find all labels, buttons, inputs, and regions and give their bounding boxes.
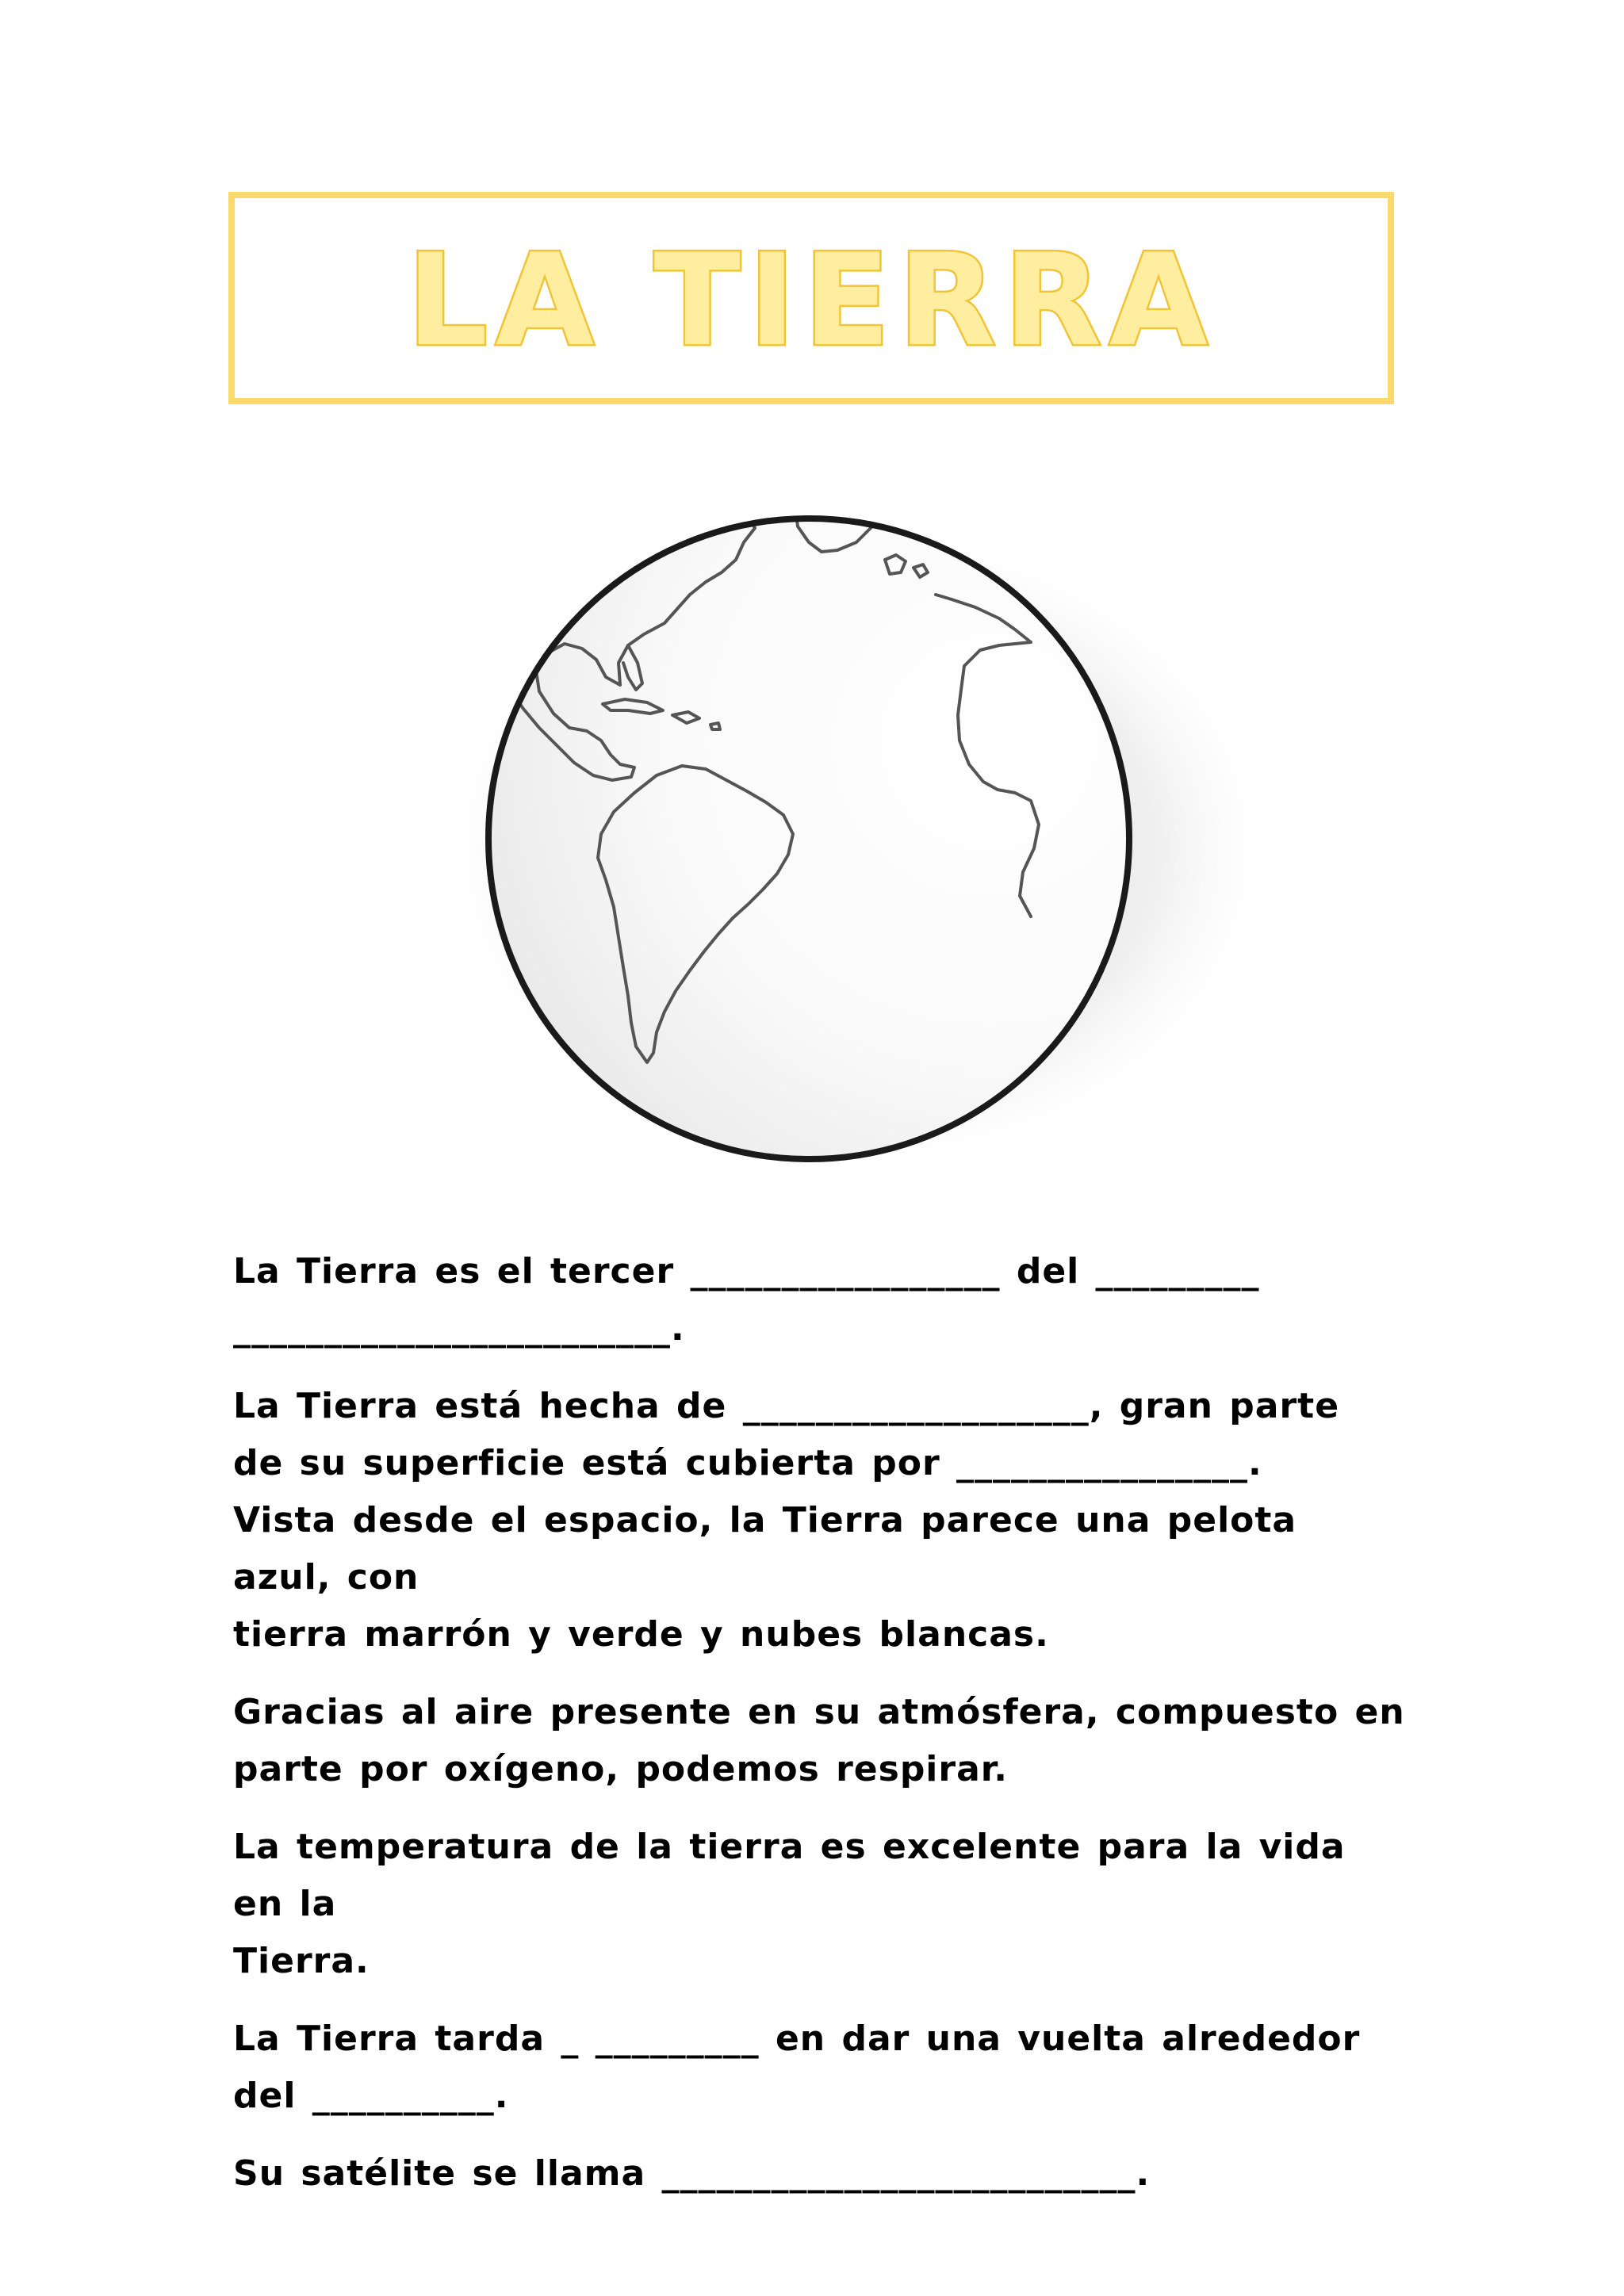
paragraph-line: tierra marrón y verde y nubes blancas. (233, 1614, 1049, 1655)
paragraph-line: Su satélite se llama __________________________. (233, 2153, 1151, 2194)
earth-globe-icon (349, 476, 1332, 1221)
paragraph-atmosphere (233, 1684, 1407, 1798)
paragraph-satellite (233, 2145, 1407, 2202)
paragraph-composition (233, 1378, 1407, 1663)
paragraph-line: La temperatura de la tierra es excelente para la vida en la (233, 1827, 1362, 1924)
paragraph-position-in-solar-system (233, 1243, 1407, 1357)
paragraph-line: Gracias al aire presente en su atmósfera, compuesto en (233, 1692, 1405, 1732)
paragraph-line: de su superficie está cubierta por ________________. (233, 1443, 1262, 1483)
worksheet-text (233, 1243, 1407, 2223)
paragraph-line: Vista desde el espacio, la Tierra parece una pelota azul, con (233, 1500, 1313, 1598)
paragraph-line: La Tierra es el tercer _________________ del _________ (233, 1251, 1260, 1292)
paragraph-line: Tierra. (233, 1941, 370, 1981)
title-box (228, 192, 1394, 404)
paragraph-line: La Tierra está hecha de ___________________, gran parte (233, 1386, 1340, 1426)
paragraph-line: parte por oxígeno, podemos respirar. (233, 1749, 1008, 1789)
earth-globe-illustration (349, 476, 1332, 1221)
globe-body (488, 519, 1129, 1159)
paragraph-line: del __________. (233, 2076, 509, 2116)
paragraph-line: La Tierra tarda _ _________ en dar una vuelta alrededor (233, 2019, 1361, 2059)
paragraph-temperature (233, 1819, 1407, 1990)
paragraph-line: ________________________. (233, 1308, 685, 1349)
page-title: LA TIERRA (407, 226, 1216, 374)
paragraph-orbit (233, 2011, 1407, 2125)
